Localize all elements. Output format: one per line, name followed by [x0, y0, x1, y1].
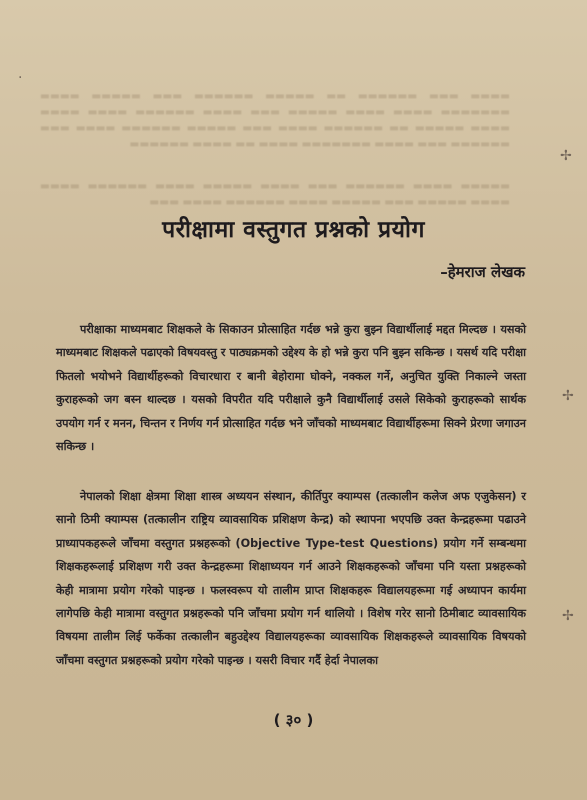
- paragraph-2: नेपालको शिक्षा क्षेत्रमा शिक्षा शास्त्र अध्ययन संस्थान, कीर्तिपुर क्याम्पस (तत्कालीन कलेज अफ एजुकेसन) र सानो ठिमी क्याम्पस (तत्कालीन राष्ट्रिय व्यावसायिक प्रशिक्षण केन्द्र) को स्थापना भएपछि उक्त केन्द्रहरूमा पढाउने प्राध्यापकहरूले जाँचमा वस्तुगत प्रश्नहरूको (Objective Type-test Questions) प्रयोग गर्ने सम्बन्धमा शिक्षकहरूलाई प्रशिक्षण गरी उक्त केन्द्रहरूमा शिक्षाध्ययन गर्न आउने शिक्षकहरूको जाँचमा पनि यस्ता प्रश्नहरूको केही मात्रामा प्रयोग गरेको पाइन्छ । फलस्वरूप यो तालीम प्राप्त शिक्षकहरू विद्यालयहरूमा गई अध्यापन कार्यमा लागेपछि केही मात्रामा वस्तुगत प्रश्नहरूको पनि जाँचमा प्रयोग गर्न थालियो । विशेष गरेर सानो ठिमीबाट व्यावसायिक विषयमा तालीम लिई फर्केका तत्कालीन बहुउद्देश्य विद्यालयहरूका व्यावसायिक शिक्षकहरूले व्यावसायिक विषयको जाँचमा वस्तुगत प्रश्नहरूको प्रयोग गरेको पाइन्छ । यसरी विचार गर्दै हेर्दा नेपालका: [56, 490, 526, 667]
- page-speck-mark: ·: [18, 70, 23, 86]
- page-edge-mark: ✢: [560, 148, 572, 164]
- article-title: परीक्षामा वस्तुगत प्रश्नको प्रयोग: [162, 217, 425, 243]
- bleed-through-text: ▬▬▬▬ ▬▬▬ ▬▬▬▬▬▬ ▬▬ ▬▬▬▬▬ ▬▬▬▬▬▬ ▬▬▬ ▬▬▬▬▬ ▬▬▬▬ ▬▬▬▬▬▬▬ ▬▬▬▬ ▬▬▬▬ ▬▬▬▬▬ ▬▬▬ ▬▬▬▬ ▬▬▬▬▬▬ ▬▬▬▬ ▬▬▬▬ ▬▬▬▬ ▬▬▬▬▬ ▬▬ ▬▬▬▬▬▬ ▬▬▬▬ ▬▬▬ ▬▬▬▬▬ ▬▬▬▬▬▬ ▬▬▬▬ ▬▬▬ ▬▬▬▬▬▬ ▬▬▬ ▬▬▬▬ ▬▬▬▬▬▬▬ ▬▬▬▬ ▬▬ ▬▬▬▬ ▬▬▬▬▬▬: [40, 90, 510, 150]
- paragraph-1: परीक्षाका माध्यमबाट शिक्षकले के सिकाउन प्रोत्साहित गर्दछ भन्ने कुरा बुझ्न विद्यार्थीलाई मद्दत मिल्दछ । यसको माध्यमबाट शिक्षकले पढाएको विषयवस्तु र पाठ्यक्रमको उद्देश्य के हो भन्ने कुरा पनि बुझ्न सकिन्छ । यसर्थ यदि परीक्षा फितलो भयोभने विद्यार्थीहरूको विचारधारा र बानी बेहोरामा घोक्ने, नक्कल गर्ने, अनुचित युक्ति निकाल्ने जस्ता कुराहरूको जग बस्न थाल्दछ । यसको विपरीत यदि परीक्षाले कुनै विद्यार्थीलाई उसले सिकेको कुराहरूको सार्थक उपयोग गर्न र मनन, चिन्तन र निर्णय गर्न प्रोत्साहित गर्दछ भने जाँचको माध्यमबाट विद्यार्थीहरूमा सिक्ने प्रेरणा जगाउन सकिन्छ ।: [56, 323, 526, 454]
- bleed-through-text-lower: ▬▬▬▬▬ ▬▬▬▬ ▬▬▬▬▬▬ ▬▬▬ ▬▬▬▬ ▬▬▬▬▬ ▬▬▬▬ ▬▬▬▬▬▬ ▬▬▬▬ ▬▬▬▬ ▬▬▬▬▬ ▬▬▬ ▬▬▬▬▬ ▬▬▬▬ ▬▬▬▬▬▬ ▬▬▬▬ ▬▬▬: [40, 180, 510, 208]
- page-edge-mark: ✢: [562, 388, 574, 404]
- article-author: –हेमराज लेखक: [440, 263, 525, 281]
- page-edge-mark: ✢: [562, 608, 574, 624]
- page-number: ( ३० ): [273, 711, 314, 729]
